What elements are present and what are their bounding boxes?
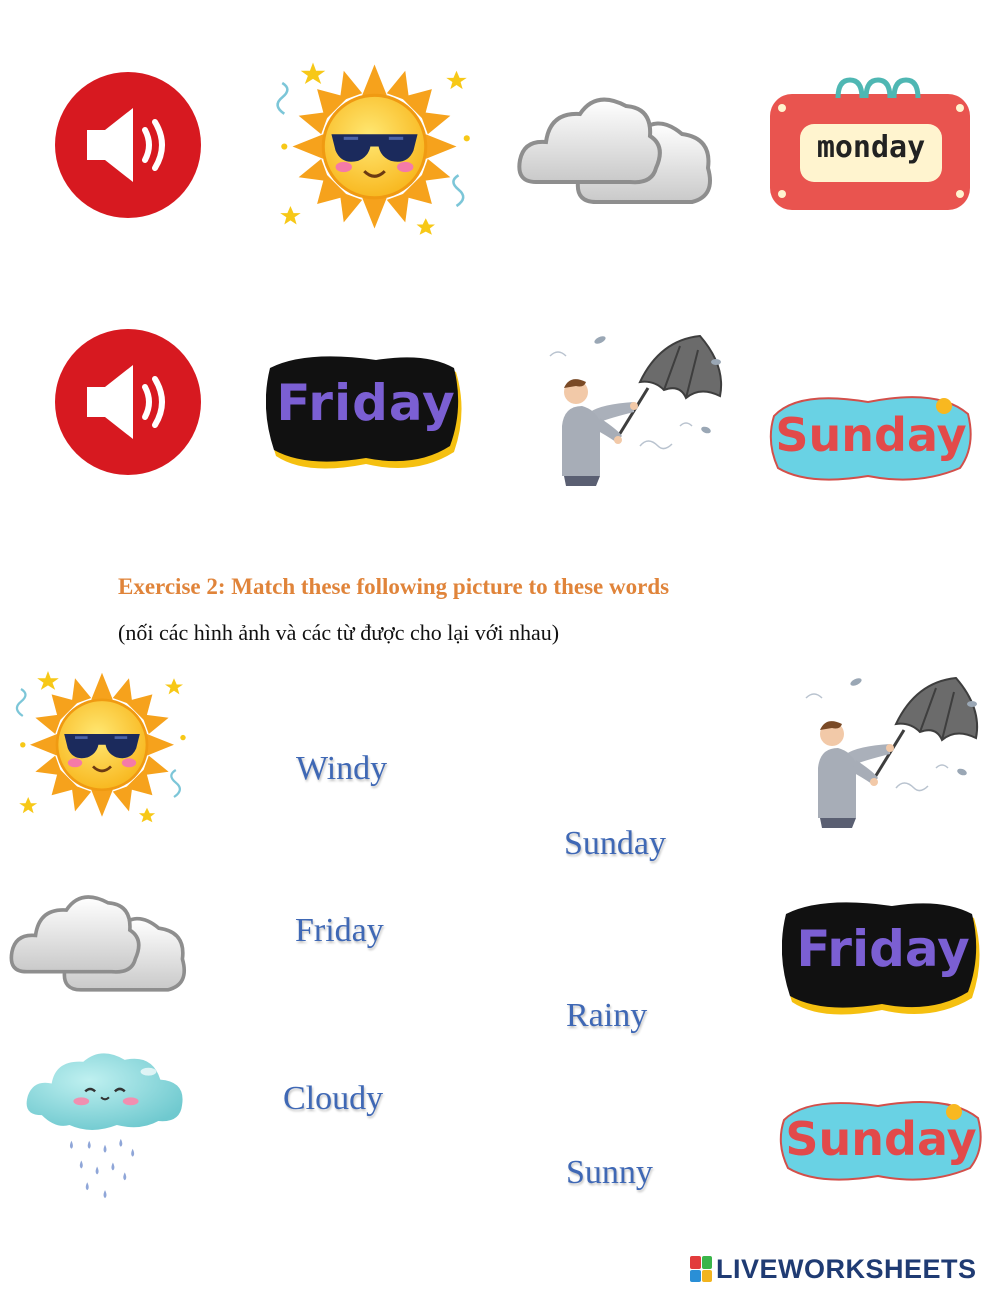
match-picture-sunny[interactable] (12, 662, 192, 824)
word-sunny[interactable]: Sunny (566, 1154, 653, 1191)
speaker-button-2[interactable] (55, 329, 201, 475)
speaker-button-1[interactable] (55, 72, 201, 218)
friday-label: Friday (796, 920, 970, 978)
liveworksheets-icon (690, 1256, 712, 1282)
windy-picture (530, 326, 730, 486)
match-picture-cloudy[interactable] (8, 872, 190, 1008)
friday-sticker (266, 352, 466, 476)
sunday-sticker (768, 386, 974, 486)
speaker-icon (55, 72, 201, 218)
sunny-picture (272, 52, 477, 237)
friday-label: Friday (276, 374, 456, 432)
match-picture-sunday[interactable] (778, 1094, 984, 1186)
brand-name: LIVEWORKSHEETS (716, 1253, 977, 1284)
speaker-icon (55, 329, 201, 475)
monday-label: monday (816, 130, 926, 165)
word-cloudy[interactable]: Cloudy (283, 1080, 384, 1117)
cloudy-picture (516, 72, 716, 222)
match-picture-windy[interactable] (786, 668, 986, 828)
word-windy[interactable]: Windy (296, 750, 388, 787)
monday-sticker (768, 74, 974, 214)
exercise-title: Exercise 2: Match these following picture to these words (118, 574, 670, 599)
word-sunday[interactable]: Sunday (564, 825, 666, 862)
match-picture-rainy[interactable] (22, 1046, 190, 1204)
sunday-label: Sunday (785, 1112, 977, 1166)
word-rainy[interactable]: Rainy (566, 997, 648, 1034)
sunday-label: Sunday (775, 408, 967, 462)
match-picture-friday[interactable] (782, 898, 984, 1022)
word-friday[interactable]: Friday (295, 912, 384, 949)
exercise-subtitle: (nối các hình ảnh và các từ được cho lại với nhau) (118, 620, 560, 645)
liveworksheets-logo (690, 1252, 977, 1286)
